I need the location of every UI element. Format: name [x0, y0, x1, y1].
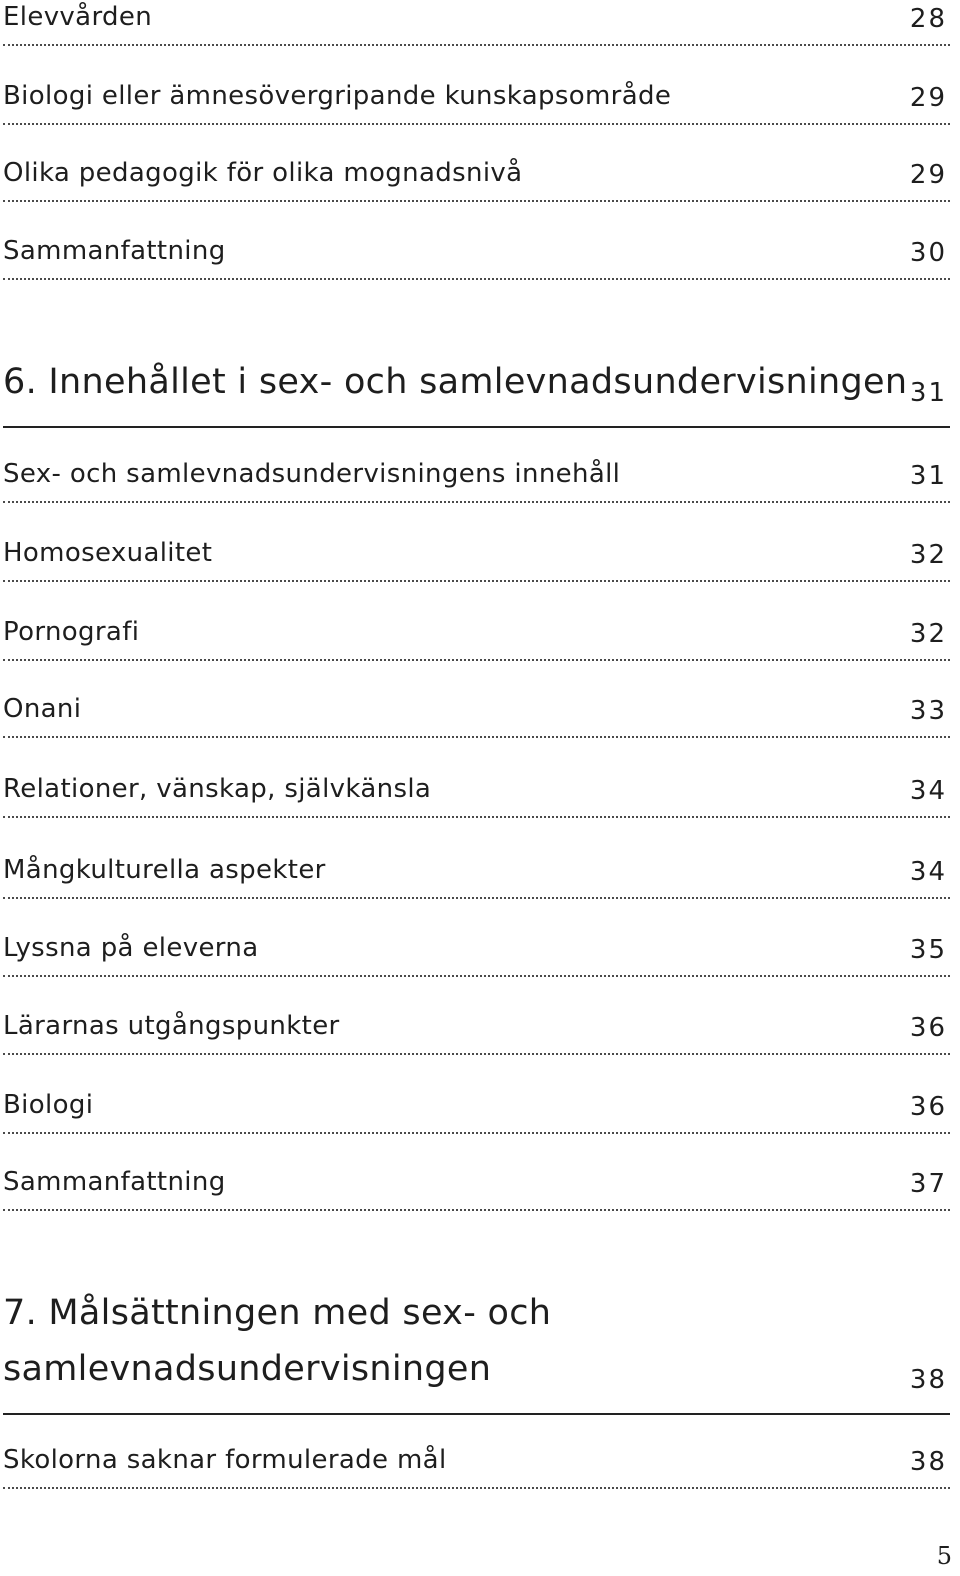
chapter-page: 31: [909, 378, 947, 408]
toc-entry-page: 29: [909, 160, 947, 190]
toc-entry-page: 34: [909, 857, 947, 887]
toc-entry-page: 36: [909, 1013, 947, 1043]
chapter-title: 6. Innehållet i sex- och samlevnadsundervisningen: [3, 362, 908, 402]
toc-entry-page: 35: [909, 935, 947, 965]
toc-entry-title: Sammanfattning: [3, 1167, 226, 1197]
toc-entry-title: Elevvården: [3, 2, 153, 32]
toc-entry-title: Sammanfattning: [3, 236, 226, 266]
toc-entry-title: Skolorna saknar formulerade mål: [3, 1445, 447, 1475]
toc-entry-title: Mångkulturella aspekter: [3, 855, 326, 885]
toc-entry-title: Onani: [3, 694, 82, 724]
toc-entry-page: 37: [909, 1169, 947, 1199]
toc-entry-title: Biologi: [3, 1090, 94, 1120]
toc-entry-title: Lyssna på eleverna: [3, 933, 259, 963]
toc-entry-page: 30: [909, 238, 947, 268]
toc-entry-page: 31: [909, 461, 947, 491]
toc-entry-page: 32: [909, 540, 947, 570]
toc-entry[interactable]: [3, 0, 950, 1489]
toc-entry-title: Sex- och samlevnadsundervisningens innehåll: [3, 459, 621, 489]
toc-entry-title: Homosexualitet: [3, 538, 213, 568]
chapter-title-line: 7. Målsättningen med sex- och: [3, 1293, 552, 1333]
toc-entry-page: 32: [909, 619, 947, 649]
toc-entry-page: 34: [909, 776, 947, 806]
toc-entry-title: Lärarnas utgångspunkter: [3, 1011, 340, 1041]
toc-entry-title: Pornografi: [3, 617, 140, 647]
toc-entry-page: 29: [909, 83, 947, 113]
toc-entry-page: 28: [909, 4, 947, 34]
toc-entry-page: 36: [909, 1092, 947, 1122]
page-number: 5: [936, 1542, 952, 1570]
toc-entry-page: 38: [909, 1447, 947, 1477]
toc-entry-title: Biologi eller ämnesövergripande kunskapsområde: [3, 81, 672, 111]
chapter-title-line: samlevnadsundervisningen: [3, 1349, 492, 1389]
toc-entry-page: 33: [909, 696, 947, 726]
toc-entry-title: Olika pedagogik för olika mognadsnivå: [3, 158, 523, 188]
toc-entry-title: Relationer, vänskap, självkänsla: [3, 774, 432, 804]
chapter-page: 38: [909, 1365, 947, 1395]
